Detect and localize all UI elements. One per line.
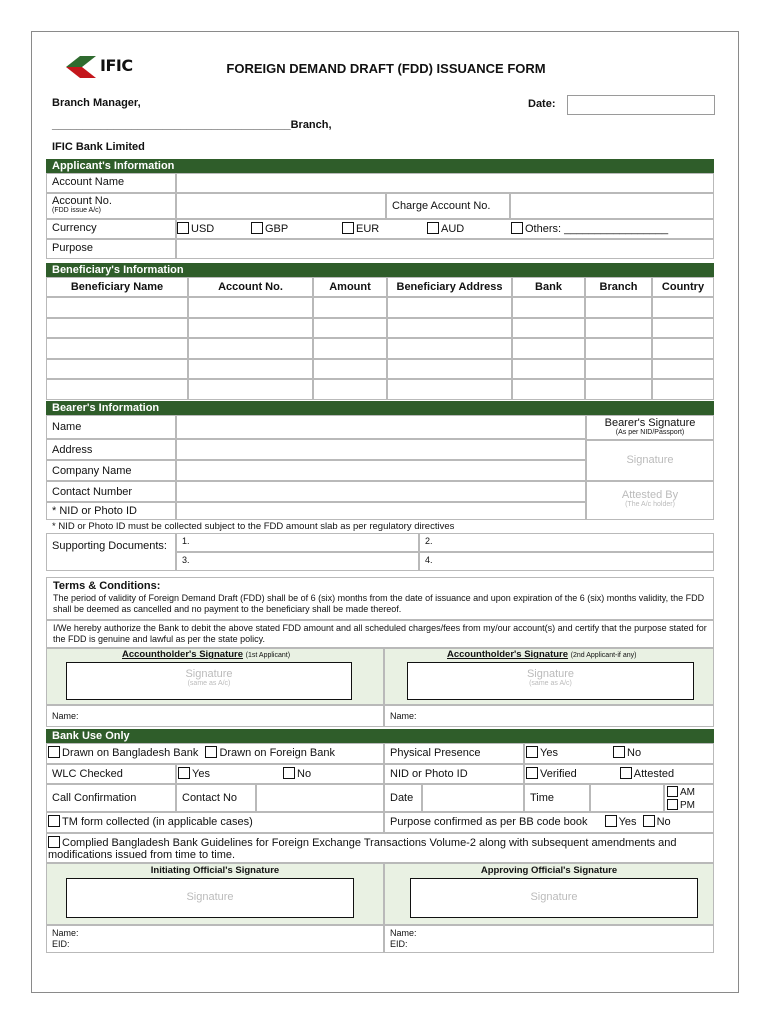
beneficiary-cell[interactable] <box>188 297 313 318</box>
doc-1[interactable]: 1. <box>176 533 419 552</box>
beneficiary-cell[interactable] <box>387 318 512 339</box>
nid-label: * NID or Photo ID <box>46 502 176 520</box>
beneficiary-cell[interactable] <box>46 338 188 359</box>
sig-2-note: (same as A/c) <box>529 680 572 687</box>
beneficiary-cell[interactable] <box>652 318 714 339</box>
nid-field[interactable] <box>176 502 586 520</box>
physical-yes-label: Yes <box>540 747 558 759</box>
section-beneficiary: Beneficiary's Information <box>46 263 714 277</box>
attested-by-note: (The A/c holder) <box>625 501 675 508</box>
doc-2[interactable]: 2. <box>419 533 714 552</box>
sig-1-placeholder: Signature <box>185 668 233 680</box>
currency-aud[interactable]: AUD <box>427 222 464 236</box>
approving-sig-title: Approving Official's Signature <box>480 865 618 876</box>
bank-date-label: Date <box>384 784 422 812</box>
doc-4[interactable]: 4. <box>419 552 714 571</box>
beneficiary-cell[interactable] <box>46 318 188 339</box>
beneficiary-cell[interactable] <box>313 379 387 400</box>
beneficiary-cell[interactable] <box>585 379 652 400</box>
approving-eid[interactable]: EID: <box>390 939 408 949</box>
section-bank-use: Bank Use Only <box>46 729 714 743</box>
beneficiary-cell[interactable] <box>652 379 714 400</box>
beneficiary-cell[interactable] <box>313 359 387 380</box>
verified-checkbox[interactable] <box>526 767 538 779</box>
account-name-label: Account Name <box>46 173 176 193</box>
usd-checkbox[interactable] <box>177 222 189 234</box>
time-label: Time <box>524 784 590 812</box>
attested-by-box[interactable] <box>586 481 714 520</box>
account-no-note: (FDD issue A/c) <box>52 207 102 214</box>
complied-row <box>46 833 714 863</box>
physical-yes-checkbox[interactable] <box>526 746 538 758</box>
attested-by-text: Attested By <box>621 489 679 501</box>
contact-number-field[interactable] <box>176 481 586 502</box>
pm-checkbox[interactable] <box>667 799 678 810</box>
authorization-text: I/We hereby authorize the Bank to debit the above stated FDD amount and all scheduled charges/fees from my/our account(s) and certify that the purpose stated for the FDD is genuine and lawful as per the state policy. <box>46 620 714 648</box>
beneficiary-cell[interactable] <box>652 297 714 318</box>
am-pm-options <box>664 784 714 812</box>
physical-presence-label: Physical Presence <box>384 743 524 764</box>
time-field[interactable] <box>590 784 664 812</box>
bank-name: IFIC Bank Limited <box>52 141 145 153</box>
accountholder-1-name[interactable]: Name: <box>46 705 384 727</box>
branch-line[interactable]: _______________________________________Branch, <box>52 119 332 131</box>
approving-official-details <box>384 925 714 953</box>
purpose-no-label: No <box>656 816 671 828</box>
initiating-sig-title: Initiating Official's Signature <box>150 865 280 876</box>
terms-text: The period of validity of Foreign Demand Draft (FDD) shall be of 6 (six) months from the date of issuance and upon expiration of the 6 (six) months validity, the FDD shall be deemed as cancelled and no payment to the beneficiary shall be made thereof. <box>53 593 705 614</box>
purpose-field[interactable] <box>176 239 714 259</box>
contact-no-field[interactable] <box>256 784 384 812</box>
beneficiary-cell[interactable] <box>652 359 714 380</box>
beneficiary-cell[interactable] <box>585 359 652 380</box>
beneficiary-cell[interactable] <box>585 318 652 339</box>
beneficiary-cell[interactable] <box>188 359 313 380</box>
initiating-sig-box[interactable]: Signature <box>66 878 354 918</box>
purpose-bb-label: Purpose confirmed as per BB code book <box>390 816 588 828</box>
complied-label: Complied Bangladesh Bank Guidelines for Foreign Exchange Transactions Volume-2 along with subsequent amendments and modifications issued from time to time. <box>48 837 677 861</box>
drawn-row <box>46 743 384 764</box>
section-applicant: Applicant's Information <box>46 159 714 173</box>
bearer-sig-note: (As per NID/Passport) <box>615 429 685 436</box>
tm-form-label: TM form collected (in applicable cases) <box>62 816 253 828</box>
purpose-label: Purpose <box>46 239 176 259</box>
bearer-address-field[interactable] <box>176 439 586 460</box>
beneficiary-cell[interactable] <box>313 338 387 359</box>
beneficiary-cell[interactable] <box>512 338 585 359</box>
physical-no-label: No <box>627 747 642 759</box>
accountholder-sig-1-box[interactable] <box>66 662 352 700</box>
accountholder-sig-1-title: Accountholder's Signature (1st Applicant) <box>122 649 291 660</box>
wlc-no-label: No <box>297 768 312 780</box>
col-beneficiary-address: Beneficiary Address <box>387 277 512 297</box>
beneficiary-cell[interactable] <box>652 338 714 359</box>
bearer-name-label: Name <box>46 415 176 439</box>
beneficiary-cell[interactable] <box>387 359 512 380</box>
complied-checkbox[interactable] <box>48 836 60 848</box>
verified-label: Verified <box>540 768 577 780</box>
currency-others[interactable]: Others: _________________ <box>511 222 668 236</box>
doc-3[interactable]: 3. <box>176 552 419 571</box>
beneficiary-cell[interactable] <box>512 318 585 339</box>
approving-name[interactable]: Name: <box>390 928 417 938</box>
beneficiary-cell[interactable] <box>512 379 585 400</box>
aud-checkbox[interactable] <box>427 222 439 234</box>
currency-gbp[interactable]: GBP <box>251 222 288 236</box>
wlc-options <box>176 764 384 784</box>
beneficiary-cell[interactable] <box>313 318 387 339</box>
supporting-docs-label: Supporting Documents: <box>46 533 176 571</box>
bearer-address-label: Address <box>46 439 176 460</box>
beneficiary-cell[interactable] <box>46 297 188 318</box>
wlc-no-checkbox[interactable] <box>283 767 295 779</box>
terms-title: Terms & Conditions: <box>53 580 161 592</box>
bearer-signature-box[interactable]: Signature <box>586 440 714 481</box>
branch-manager-label: Branch Manager, <box>52 97 141 109</box>
wlc-label: WLC Checked <box>46 764 176 784</box>
pm-label: PM <box>680 800 695 811</box>
page-title: FOREIGN DEMAND DRAFT (FDD) ISSUANCE FORM <box>226 61 546 76</box>
am-checkbox[interactable] <box>667 786 678 797</box>
col-account-no: Account No. <box>188 277 313 297</box>
section-bearer: Bearer's Information <box>46 401 714 415</box>
nid-footnote: * NID or Photo ID must be collected subject to the FDD amount slab as per regulatory directives <box>52 521 455 532</box>
bearer-signature-header <box>586 415 714 440</box>
am-label: AM <box>680 787 695 798</box>
initiating-official-details <box>46 925 384 953</box>
beneficiary-cell[interactable] <box>46 379 188 400</box>
bank-nid-label: NID or Photo ID <box>384 764 524 784</box>
beneficiary-cell[interactable] <box>188 318 313 339</box>
beneficiary-cell[interactable] <box>585 297 652 318</box>
terms-box <box>46 577 714 620</box>
sig-1-note: (same as A/c) <box>187 680 231 687</box>
col-branch: Branch <box>585 277 652 297</box>
initiating-name[interactable]: Name: <box>52 928 79 938</box>
col-beneficiary-name: Beneficiary Name <box>46 277 188 297</box>
sig-2-placeholder: Signature <box>526 668 575 680</box>
account-no-text: Account No. <box>52 195 112 207</box>
attested-checkbox[interactable] <box>620 767 632 779</box>
wlc-yes-label: Yes <box>192 768 210 780</box>
beneficiary-cell[interactable] <box>188 338 313 359</box>
physical-presence-options <box>524 743 714 764</box>
contact-no-label: Contact No <box>176 784 256 812</box>
account-no-label <box>46 193 176 219</box>
beneficiary-cell[interactable] <box>512 359 585 380</box>
currency-eur[interactable]: EUR <box>342 222 379 236</box>
col-bank: Bank <box>512 277 585 297</box>
eur-checkbox[interactable] <box>342 222 354 234</box>
charge-account-label: Charge Account No. <box>386 193 510 219</box>
bearer-sig-title: Bearer's Signature <box>604 417 696 429</box>
others-checkbox[interactable] <box>511 222 523 234</box>
company-name-field[interactable] <box>176 460 586 481</box>
bearer-name-field[interactable] <box>176 415 586 439</box>
beneficiary-cell[interactable] <box>387 338 512 359</box>
account-name-field[interactable] <box>176 173 714 193</box>
currency-options <box>176 219 714 239</box>
bank-date-field[interactable] <box>422 784 524 812</box>
beneficiary-cell[interactable] <box>313 297 387 318</box>
attested-label: Attested <box>633 768 675 780</box>
nid-options <box>524 764 714 784</box>
beneficiary-cell[interactable] <box>512 297 585 318</box>
beneficiary-cell[interactable] <box>387 297 512 318</box>
beneficiary-cell[interactable] <box>46 359 188 380</box>
purpose-yes-checkbox[interactable] <box>605 815 617 827</box>
charge-account-field[interactable] <box>510 193 714 219</box>
currency-usd[interactable]: USD <box>177 222 214 236</box>
currency-label: Currency <box>46 219 176 239</box>
gbp-checkbox[interactable] <box>251 222 263 234</box>
date-label: Date: <box>528 98 556 110</box>
accountholder-sig-2-box[interactable] <box>407 662 694 700</box>
wlc-yes-checkbox[interactable] <box>178 767 190 779</box>
approving-sig-box[interactable]: Signature <box>410 878 698 918</box>
tm-form-checkbox[interactable] <box>48 815 60 827</box>
call-confirmation-label: Call Confirmation <box>46 784 176 812</box>
company-name-label: Company Name <box>46 460 176 481</box>
logo-text: IFIC <box>100 56 133 75</box>
drawn-bd-checkbox[interactable] <box>48 746 60 758</box>
accountholder-sig-2-title: Accountholder's Signature (2nd Applicant-if any) <box>447 649 637 660</box>
physical-no-checkbox[interactable] <box>613 746 625 758</box>
tm-form-row <box>46 812 384 833</box>
accountholder-2-name[interactable]: Name: <box>384 705 714 727</box>
contact-number-label: Contact Number <box>46 481 176 502</box>
beneficiary-cell[interactable] <box>387 379 512 400</box>
beneficiary-cell[interactable] <box>585 338 652 359</box>
drawn-foreign-checkbox[interactable] <box>205 746 217 758</box>
purpose-yes-label: Yes <box>618 816 637 828</box>
drawn-foreign-label: Drawn on Foreign Bank <box>219 747 335 759</box>
col-amount: Amount <box>313 277 387 297</box>
beneficiary-cell[interactable] <box>188 379 313 400</box>
drawn-bd-label: Drawn on Bangladesh Bank <box>62 747 199 759</box>
purpose-bb-row <box>384 812 714 833</box>
col-country: Country <box>652 277 714 297</box>
form-page <box>31 31 739 993</box>
account-no-field[interactable] <box>176 193 386 219</box>
initiating-eid[interactable]: EID: <box>52 939 70 949</box>
date-field[interactable] <box>567 95 715 115</box>
purpose-no-checkbox[interactable] <box>643 815 655 827</box>
